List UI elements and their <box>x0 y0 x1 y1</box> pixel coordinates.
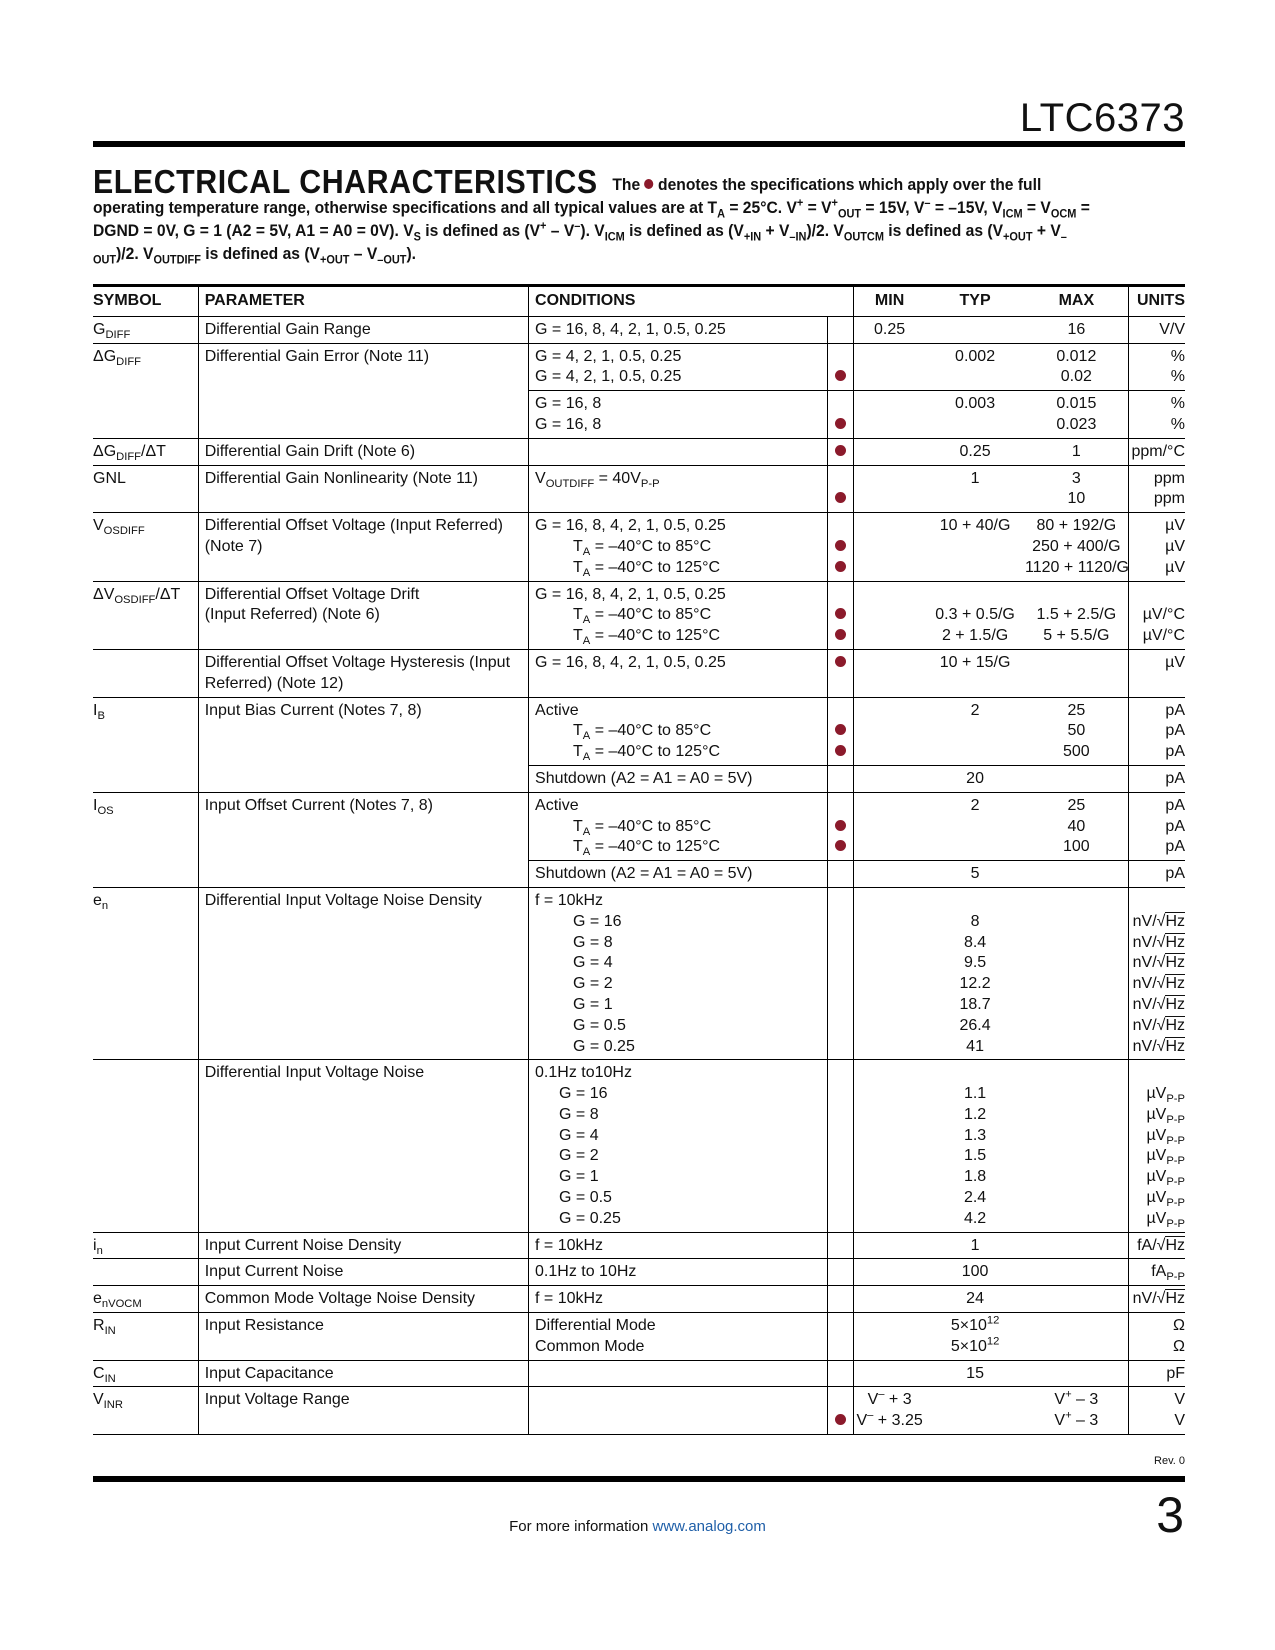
bullet-icon <box>835 724 846 735</box>
table-row: $G_{DIFF}$ Differential Gain Range G = 16, 8, 4, 2, 1, 0.5, 0.25 0.25 16 V/V <box>93 316 1185 343</box>
header-units: UNITS <box>1128 286 1185 317</box>
footer <box>0 1518 1275 1535</box>
header-symbol: SYMBOL <box>93 292 162 309</box>
header-max: MAX <box>1058 292 1095 309</box>
page-number: 3 <box>1156 1487 1184 1543</box>
header-min: MIN <box>854 286 926 317</box>
header-parameter: PARAMETER <box>198 286 528 317</box>
electrical-characteristics-table <box>93 284 1185 1435</box>
bullet-icon <box>835 820 846 831</box>
bullet-icon <box>644 179 653 189</box>
header-rule <box>93 141 1185 147</box>
footer-rule <box>93 1476 1185 1482</box>
footer-text: For more information <box>509 1518 653 1535</box>
bullet-icon <box>835 418 846 429</box>
table-row: $C_{IN}$ Input Capacitance 15 pF <box>93 1360 1185 1387</box>
table-row: Shutdown (A2 = A1 = A0 = 5V) 20 pA <box>93 765 1185 792</box>
header-conditions: CONDITIONS <box>529 286 854 317</box>
bullet-icon <box>835 608 846 619</box>
bullet-icon <box>835 370 846 381</box>
bullet-icon <box>835 492 846 503</box>
bullet-icon <box>835 445 846 456</box>
table-row: Shutdown (A2 = A1 = A0 = 5V) 5 pA <box>93 861 1185 888</box>
table-row: $V_{INR}$ Input Voltage Range V– + 3 V– + 3.25 V+ – 3 V+ – 3 V V <box>93 1387 1185 1435</box>
table-row: $e_{nVOCM}$ Common Mode Voltage Noise Density f = 10kHz 24 nV/√Hz <box>93 1286 1185 1313</box>
table-row: $I_{OS}$ Input Offset Current (Notes 7, 8) Active $T_A = -40^\circ C$ to 85°C $T_A = -40^\circ C$ to 125°C 2 25 40 100 pA pA pA <box>93 792 1185 860</box>
header-typ: TYP <box>959 292 991 309</box>
table-row: $\Delta G_{DIFF}/\Delta T$ Differential Gain Drift (Note 6) 0.25 1 ppm/°C <box>93 438 1185 465</box>
bullet-icon <box>835 561 846 572</box>
bullet-icon <box>835 629 846 640</box>
section-title: ELECTRICAL CHARACTERISTICS <box>93 163 598 200</box>
table-row: Differential Offset Voltage Hysteresis (Input Referred) (Note 12) G = 16, 8, 4, 2, 1, 0.5, 0.25 10 + 15/G µV <box>93 649 1185 697</box>
revision-label: Rev. 0 <box>1154 1455 1185 1467</box>
table-row: G = 16, 8 G = 16, 8 0.003 0.015 0.023 % % <box>93 391 1185 439</box>
table-row: $I_B$ Input Bias Current (Notes 7, 8) Active $T_A = -40^\circ C$ to 85°C $T_A = -40^\circ C$ to 125°C 2 25 50 500 pA pA pA <box>93 697 1185 765</box>
bullet-icon <box>835 540 846 551</box>
bullet-icon <box>835 656 846 667</box>
footer-link[interactable]: www.analog.com <box>652 1518 766 1535</box>
table-row: $e_n$ Differential Input Voltage Noise Density f = 10kHz G = 16 G = 8 G = 4 G = 2 G = 1 G = 0.5 G = 0.25 8 8.4 9.5 12.2 18.7 26.4 41 nV/√Hz nV/√Hz nV/√Hz nV/√Hz nV/√Hz nV/√Hz nV/√Hz <box>93 887 1185 1059</box>
table-row: Differential Input Voltage Noise 0.1Hz to10Hz G = 16 G = 8 G = 4 G = 2 G = 1 G = 0.5 G = 0.25 1.1 1.2 1.3 1.5 1.8 2.4 4.2 µV$_{P-P}$ µV$_{P-P}$ µV$_{P-P}$ µV$_{P-P}$ µV$_{P-P}$ µV$_{P-P}$ µV$_{P-P}$ <box>93 1060 1185 1232</box>
table-row: $R_{IN}$ Input Resistance Differential Mode Common Mode $5\times 10^{12}$ $5\times 10^{12}$ Ω Ω <box>93 1313 1185 1361</box>
table-row: $V_{OSDIFF}$ Differential Offset Voltage (Input Referred) (Note 7) G = 16, 8, 4, 2, 1, 0.5, 0.25 $T_A = -40^\circ C$ to 85°C $T_A = -40^\circ C$ to 125°C 10 + 40/G 80 + 192/G 250 + 400/G 1120 + 1120/G µV µV µV <box>93 513 1185 581</box>
bullet-icon <box>835 745 846 756</box>
table-row: $\Delta G_{DIFF}$ Differential Gain Error (Note 11) G = 4, 2, 1, 0.5, 0.25 G = 4, 2, 1, 0.5, 0.25 0.002 0.012 0.02 % % <box>93 343 1185 391</box>
table-header <box>93 286 1185 317</box>
table-row: GNL Differential Gain Nonlinearity (Note 11) $V_{OUTDIFF} = 40V_{P-P}$ 1 3 10 ppm ppm <box>93 465 1185 513</box>
table-row: $i_n$ Input Current Noise Density f = 10kHz 1 fA/√Hz <box>93 1232 1185 1259</box>
section-intro: ELECTRICAL CHARACTERISTICS The denotes the specifications which apply over the full operating temperature range, otherwise specifications and all typical values are at $T_A = 25^\circ C$. $V^+ = V^+_{OUT} = 15V$, V– = –15V, $V_{ICM} = V_{OCM}$ = DGND = 0V, G = 1 (A2 = 5V, A1 = A0 = 0V). $V_S$ is defined as (V+ – V–). $V_{ICM}$ is defined as $(V_{+IN} + V_{-IN})/2$. $V_{OUTCM}$ is defined as $(V_{+OUT} + V_{-OUT})/2$. $V_{OUTDIFF}$ is defined as $(V_{+OUT} - V_{-OUT})$. <box>93 163 1090 267</box>
bullet-icon <box>835 840 846 851</box>
table-row: $\Delta V_{OSDIFF}/\Delta T$ Differential Offset Voltage Drift (Input Referred) (Note 6) G = 16, 8, 4, 2, 1, 0.5, 0.25 $T_A = -40^\circ C$ to 85°C $T_A = -40^\circ C$ to 125°C 0.3 + 0.5/G 2 + 1.5/G 1.5 + 2.5/G 5 + 5.5/G µV/°C µV/°C <box>93 581 1185 649</box>
bullet-icon <box>835 1414 846 1425</box>
part-number: LTC6373 <box>1019 96 1185 140</box>
table-row: Input Current Noise 0.1Hz to 10Hz 100 $fA_{P-P}$ <box>93 1259 1185 1286</box>
